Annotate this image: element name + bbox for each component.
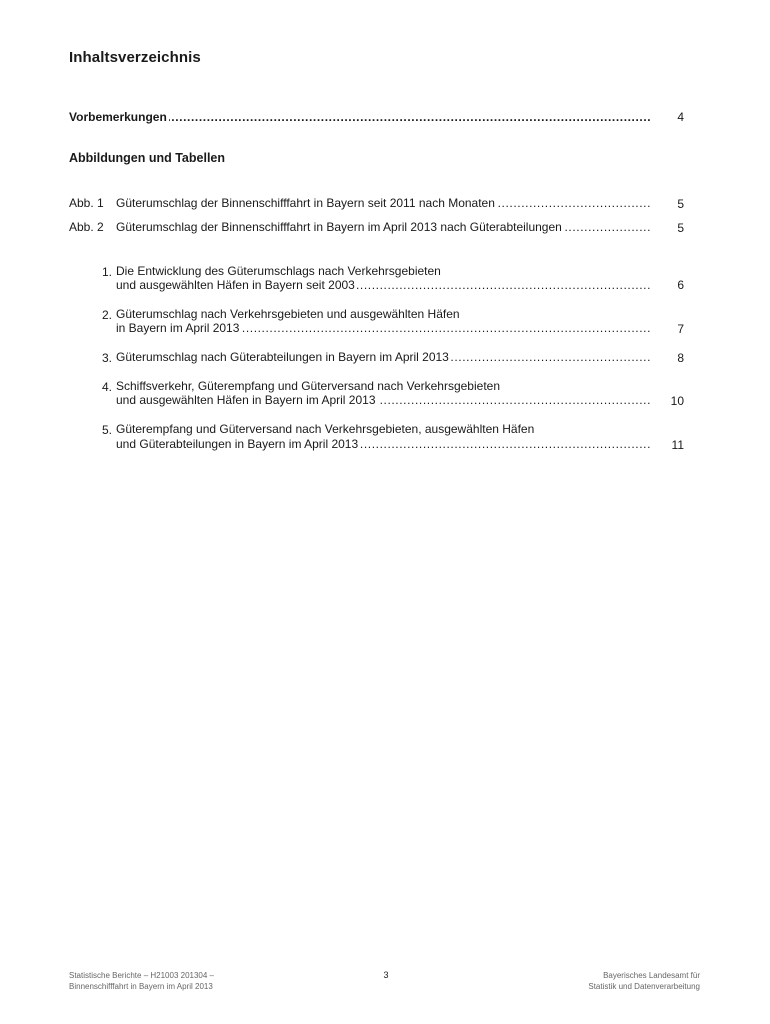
toc-entry-table-4[interactable] — [116, 393, 651, 408]
toc-page-number: 10 — [670, 394, 684, 408]
toc-page-number: 5 — [677, 221, 684, 235]
toc-page-number: 8 — [677, 351, 684, 365]
footer-page-number: 3 — [383, 970, 389, 980]
table-number: 2. — [101, 308, 112, 322]
footer-line: Binnenschifffahrt in Bayern im April 2013 — [69, 982, 213, 991]
toc-entry-line: Schiffsverkehr, Güterempfang und Güterversand nach Verkehrsgebieten — [116, 379, 501, 393]
figure-label: Abb. 2 — [69, 220, 104, 234]
figure-label: Abb. 1 — [69, 196, 104, 210]
table-number: 4. — [101, 380, 112, 394]
toc-entry-text: und Güterabteilungen in Bayern im April 2013 — [116, 437, 359, 451]
table-number: 5. — [101, 423, 112, 437]
toc-entry-figure-1[interactable] — [116, 196, 651, 211]
toc-entry-table-1[interactable] — [116, 278, 651, 293]
toc-entry-table-5[interactable] — [116, 437, 651, 452]
toc-entry-text: Güterumschlag nach Güterabteilungen in Bayern im April 2013 — [116, 350, 449, 364]
toc-entry-label: Vorbemerkungen — [69, 110, 167, 124]
toc-page-number: 4 — [677, 110, 684, 124]
toc-entry-table-2[interactable] — [116, 321, 651, 336]
toc-page-number: 6 — [677, 278, 684, 292]
toc-entry-line: Güterempfang und Güterversand nach Verkehrsgebieten, ausgewählten Häfen — [116, 422, 535, 436]
toc-entry-line: Die Entwicklung des Güterumschlags nach Verkehrsgebieten — [116, 264, 441, 278]
table-number: 1. — [101, 265, 112, 279]
toc-entry-vorbemerkungen[interactable] — [69, 110, 651, 125]
toc-entry-figure-2[interactable] — [116, 220, 651, 235]
toc-entry-text: Güterumschlag der Binnenschifffahrt in Bayern seit 2011 nach Monaten — [116, 196, 495, 210]
footer-publisher — [588, 970, 700, 992]
footer-line: Bayerisches Landesamt für — [603, 971, 700, 980]
toc-entry-text: und ausgewählten Häfen in Bayern im April 2013 — [116, 393, 376, 407]
toc-entry-line: Güterumschlag nach Verkehrsgebieten und ausgewählten Häfen — [116, 307, 460, 321]
toc-entry-text: und ausgewählten Häfen in Bayern seit 2003 — [116, 278, 355, 292]
table-number: 3. — [101, 351, 112, 365]
footer-line: Statistische Berichte – H21003 201304 – — [69, 971, 214, 980]
toc-page-number: 7 — [677, 322, 684, 336]
toc-entry-text: in Bayern im April 2013 — [116, 321, 240, 335]
toc-page-number: 5 — [677, 197, 684, 211]
footer-line: Statistik und Datenverarbeitung — [588, 982, 700, 991]
footer-publication — [69, 970, 214, 992]
toc-page-number: 11 — [671, 438, 684, 452]
page-title: Inhaltsverzeichnis — [69, 49, 201, 66]
toc-entry-table-3[interactable] — [116, 350, 651, 365]
toc-entry-text: Güterumschlag der Binnenschifffahrt in Bayern im April 2013 nach Güterabteilungen — [116, 220, 562, 234]
section-heading: Abbildungen und Tabellen — [69, 151, 226, 165]
